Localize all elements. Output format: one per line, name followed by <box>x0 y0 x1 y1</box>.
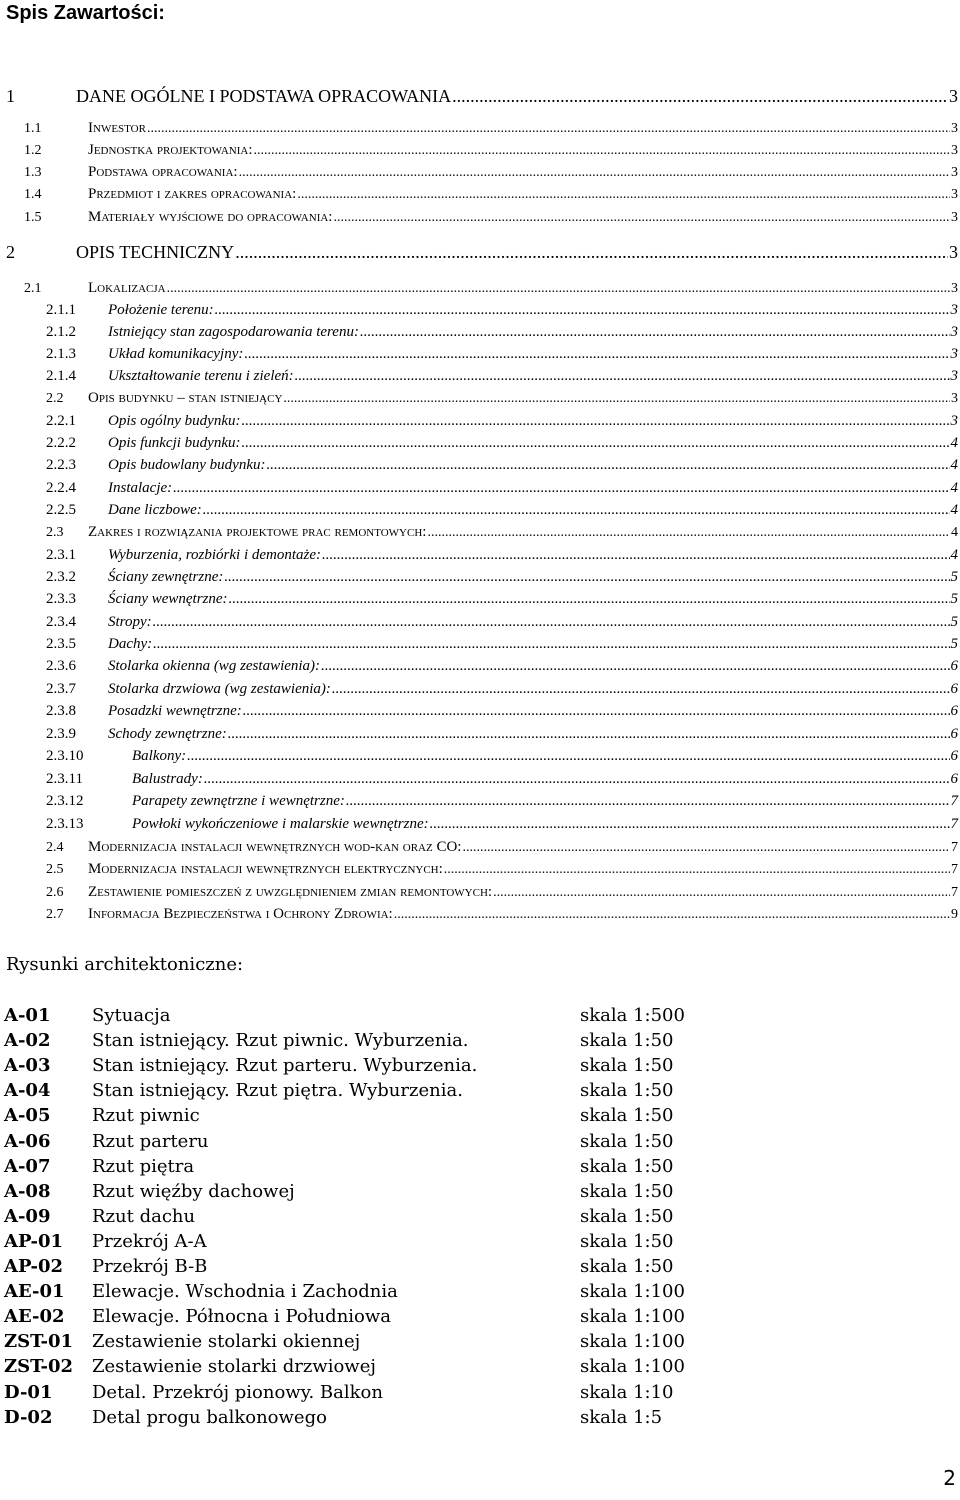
toc-entry-label: Zakres i rozwiązania projektowe prac remontowych: <box>88 524 427 540</box>
toc-entry-label: Powłoki wykończeniowe i malarskie wewnętrzne: <box>132 816 429 832</box>
toc-entry[interactable] <box>46 502 958 524</box>
toc-entry[interactable] <box>46 547 958 569</box>
drawing-row <box>4 1105 724 1130</box>
toc-leader-dots <box>430 816 950 833</box>
toc-entry-label: Ściany zewnętrzne: <box>108 569 224 585</box>
toc-entry-label: DANE OGÓLNE I PODSTAWA OPRACOWANIA <box>76 86 452 106</box>
toc-entry-label: Wyburzenia, rozbiórki i demontaże: <box>108 547 322 563</box>
toc-leader-dots <box>203 502 950 519</box>
toc-entry-page: 6 <box>950 703 958 719</box>
toc-entry[interactable] <box>46 368 958 390</box>
toc-entry-number: 2.2.4 <box>46 480 76 496</box>
drawing-description: Rzut piętra <box>92 1155 195 1177</box>
toc-entry-label: Układ komunikacyjny: <box>108 346 244 362</box>
toc-entry-number: 2.1.2 <box>46 324 76 340</box>
toc-entry[interactable] <box>46 524 958 546</box>
toc-leader-dots <box>321 658 949 675</box>
toc-entry-label: Lokalizacja <box>88 280 166 296</box>
toc-entry-number: 1.1 <box>24 121 42 136</box>
toc-entry-page: 6 <box>950 748 958 764</box>
toc-leader-dots <box>215 302 950 319</box>
toc-entry-page: 5 <box>950 591 958 607</box>
drawing-scale: skala 1:100 <box>580 1306 685 1328</box>
drawing-scale: skala 1:50 <box>580 1055 674 1077</box>
toc-entry-label: Balkony: <box>132 748 187 764</box>
toc-entry-label: Położenie terenu: <box>108 302 214 318</box>
toc-entry[interactable] <box>46 435 958 457</box>
toc-entry[interactable] <box>46 390 958 412</box>
drawing-row <box>4 1080 724 1105</box>
drawing-description: Elewacje. Wschodnia i Zachodnia <box>92 1281 398 1303</box>
toc-leader-dots <box>224 569 949 586</box>
toc-leader-dots <box>243 703 950 720</box>
drawing-code: AE-01 <box>4 1281 65 1303</box>
toc-entry-label: Dane liczbowe: <box>108 502 202 518</box>
toc-entry-number: 2.5 <box>46 862 64 877</box>
drawing-row <box>4 1306 724 1331</box>
toc-entry-page: 3 <box>951 165 958 180</box>
toc-leader-dots <box>228 726 950 743</box>
toc-leader-dots <box>493 885 950 901</box>
toc-entry-number: 1.2 <box>24 143 42 158</box>
toc-entry-number: 2.3.7 <box>46 681 76 697</box>
toc-entry[interactable] <box>46 816 958 838</box>
toc-entry-label: Ściany wewnętrzne: <box>108 591 228 607</box>
toc-entry-label: Opis ogólny budynku: <box>108 413 241 429</box>
toc-entry[interactable] <box>46 861 958 883</box>
drawings-heading: Rysunki architektoniczne: <box>6 954 244 975</box>
drawing-code: ZST-02 <box>4 1356 74 1378</box>
toc-entry[interactable] <box>24 164 958 186</box>
drawing-row <box>4 1030 724 1055</box>
drawing-scale: skala 1:50 <box>580 1230 674 1252</box>
toc-entry-number: 2.3.12 <box>46 793 84 809</box>
toc-entry-label: Przedmiot i zakres opracowania: <box>88 186 297 202</box>
drawing-code: D-01 <box>4 1381 53 1403</box>
drawing-code: AP-01 <box>4 1230 64 1252</box>
drawing-scale: skala 1:50 <box>580 1030 674 1052</box>
toc-entry[interactable] <box>46 658 958 680</box>
toc-entry-page: 4 <box>950 547 958 563</box>
toc-entry[interactable] <box>46 681 958 703</box>
drawing-scale: skala 1:100 <box>580 1281 685 1303</box>
toc-entry[interactable] <box>46 346 958 368</box>
drawing-code: A-01 <box>4 1005 51 1026</box>
toc-leader-dots <box>147 121 950 137</box>
toc-entry-number: 2 <box>6 242 15 262</box>
toc-entry[interactable] <box>46 839 958 861</box>
toc-entry-label: Opis budowlany budynku: <box>108 457 266 473</box>
toc-entry-page: 4 <box>950 435 958 451</box>
drawing-scale: skala 1:50 <box>580 1155 674 1177</box>
toc-entry-page: 3 <box>951 143 958 158</box>
toc-entry[interactable] <box>46 302 958 324</box>
toc-entry-page: 3 <box>951 210 958 225</box>
toc-entry-number: 2.4 <box>46 840 64 855</box>
toc-entry-page: 3 <box>950 324 958 340</box>
toc-entry-number: 2.2.5 <box>46 502 76 518</box>
drawing-description: Rzut parteru <box>92 1130 209 1152</box>
toc-leader-dots <box>266 457 949 474</box>
toc-entry-number: 2.1.4 <box>46 368 76 384</box>
toc-entry-page: 3 <box>950 346 958 362</box>
toc-entry-page: 3 <box>951 121 958 136</box>
toc-entry-page: 7 <box>950 816 958 832</box>
drawing-code: ZST-01 <box>4 1331 74 1353</box>
drawing-scale: skala 1:50 <box>580 1080 674 1102</box>
toc-entry-page: 4 <box>950 480 958 496</box>
toc-leader-dots <box>427 525 950 541</box>
toc-entry-label: Stolarka okienna (wg zestawienia): <box>108 658 321 674</box>
toc-entry-label: Schody zewnętrzne: <box>108 726 227 742</box>
toc-entry-number: 2.3.4 <box>46 614 76 630</box>
drawing-description: Rzut piwnic <box>92 1105 200 1127</box>
page-title: Spis Zawartości: <box>6 2 165 24</box>
toc-entry-page: 5 <box>950 636 958 652</box>
drawing-row <box>4 1281 724 1306</box>
drawing-code: A-04 <box>4 1080 51 1102</box>
toc-leader-dots <box>444 862 950 878</box>
drawing-code: AE-02 <box>4 1306 65 1328</box>
toc-entry[interactable] <box>46 324 958 346</box>
drawing-row <box>4 1156 724 1181</box>
toc-leader-dots <box>394 907 950 923</box>
toc-leader-dots <box>241 413 949 430</box>
toc-entry-label: Istniejący stan zagospodarowania terenu: <box>108 324 359 340</box>
toc-entry-number: 2.3.11 <box>46 771 83 787</box>
toc-entry-page: 4 <box>950 457 958 473</box>
toc-entry-number: 2.2.2 <box>46 435 76 451</box>
drawing-scale: skala 1:50 <box>580 1256 674 1277</box>
toc-entry-label: Materiały wyjściowe do opracowania: <box>88 209 333 225</box>
toc-entry-page: 6 <box>950 771 958 787</box>
drawing-code: A-03 <box>4 1055 51 1077</box>
toc-entry-page: 7 <box>950 793 958 809</box>
toc-leader-dots <box>241 435 949 452</box>
drawing-description: Detal progu balkonowego <box>92 1406 327 1428</box>
toc-entry-page: 3 <box>950 368 958 384</box>
toc-entry-page: 4 <box>951 525 958 540</box>
toc-entry[interactable] <box>46 457 958 479</box>
drawing-description: Rzut więźby dachowej <box>92 1180 295 1202</box>
toc-entry-number: 2.3.8 <box>46 703 76 719</box>
toc-entry-page: 3 <box>949 86 958 106</box>
toc-entry-number: 2.3.3 <box>46 591 76 607</box>
toc-entry[interactable] <box>46 726 958 748</box>
toc-leader-dots <box>295 368 950 385</box>
drawing-row <box>4 1055 724 1080</box>
toc-entry-page: 5 <box>950 614 958 630</box>
drawing-scale: skala 1:100 <box>580 1331 685 1353</box>
toc-leader-dots <box>297 187 950 203</box>
toc-entry-label: OPIS TECHNICZNY <box>76 242 235 262</box>
page-number: 2 <box>943 1466 956 1490</box>
toc-entry-page: 3 <box>950 302 958 318</box>
toc-entry[interactable] <box>6 86 958 108</box>
toc-entry-number: 2.3.9 <box>46 726 76 742</box>
toc-entry-label: Ukształtowanie terenu i zieleń: <box>108 368 294 384</box>
drawing-description: Stan istniejący. Rzut piętra. Wyburzenia. <box>92 1080 463 1102</box>
toc-entry[interactable] <box>24 280 958 302</box>
drawing-row <box>4 1331 724 1356</box>
toc-entry-page: 5 <box>950 569 958 585</box>
toc-entry-page: 7 <box>951 840 958 855</box>
toc-leader-dots <box>333 210 950 226</box>
toc-leader-dots <box>452 86 948 107</box>
toc-leader-dots <box>153 614 950 631</box>
drawing-row <box>4 1231 724 1256</box>
drawing-code: D-02 <box>4 1406 53 1428</box>
toc-entry-label: Opis funkcji budynku: <box>108 435 241 451</box>
toc-leader-dots <box>244 346 949 363</box>
toc-entry-number: 2.1.1 <box>46 302 76 318</box>
toc-entry-number: 2.3.2 <box>46 569 76 585</box>
drawing-code: A-06 <box>4 1130 51 1152</box>
toc-leader-dots <box>187 748 949 765</box>
toc-entry[interactable] <box>24 120 958 142</box>
drawing-row <box>4 1256 724 1281</box>
toc-entry[interactable] <box>24 142 958 164</box>
toc-entry-number: 2.3.10 <box>46 748 84 764</box>
toc-entry-label: Instalacje: <box>108 480 173 496</box>
toc-leader-dots <box>229 591 950 608</box>
toc-entry-page: 3 <box>951 281 958 296</box>
toc-entry-number: 2.3.13 <box>46 816 84 832</box>
toc-entry[interactable] <box>46 614 958 636</box>
toc-entry[interactable] <box>46 636 958 658</box>
drawing-description: Stan istniejący. Rzut parteru. Wyburzenia. <box>92 1055 478 1077</box>
toc-entry-page: 7 <box>951 862 958 877</box>
toc-entry-number: 2.1 <box>24 281 42 296</box>
toc-entry-number: 1.5 <box>24 210 42 225</box>
drawing-code: A-02 <box>4 1030 51 1052</box>
drawing-scale: skala 1:50 <box>580 1180 674 1202</box>
toc-leader-dots <box>204 771 950 788</box>
drawing-code: A-09 <box>4 1205 51 1227</box>
toc-entry-page: 3 <box>951 187 958 202</box>
drawing-code: AP-02 <box>4 1256 64 1277</box>
drawing-description: Zestawienie stolarki okiennej <box>92 1331 361 1353</box>
drawing-description: Przekrój A-A <box>92 1230 207 1252</box>
toc-leader-dots <box>173 480 949 497</box>
toc-leader-dots <box>283 391 950 407</box>
toc-entry-number: 2.3.1 <box>46 547 76 563</box>
drawing-description: Przekrój B-B <box>92 1256 208 1277</box>
drawing-scale: skala 1:50 <box>580 1105 674 1127</box>
toc-entry[interactable] <box>46 413 958 435</box>
toc-entry-label: Balustrady: <box>132 771 203 787</box>
toc-entry[interactable] <box>46 480 958 502</box>
toc-entry[interactable] <box>46 748 958 770</box>
drawing-description: Rzut dachu <box>92 1205 196 1227</box>
toc-entry-number: 2.3.6 <box>46 658 76 674</box>
drawing-row <box>4 1005 724 1030</box>
toc-entry-number: 1 <box>6 86 15 106</box>
toc-entry-number: 1.4 <box>24 187 42 202</box>
toc-entry[interactable] <box>46 771 958 793</box>
drawing-row <box>4 1131 724 1156</box>
toc-entry[interactable] <box>46 884 958 906</box>
toc-entry[interactable] <box>46 569 958 591</box>
toc-entry-number: 1.3 <box>24 165 42 180</box>
drawing-code: A-07 <box>4 1155 51 1177</box>
toc-entry-page: 6 <box>950 681 958 697</box>
toc-entry-label: Stolarka drzwiowa (wg zestawienia): <box>108 681 331 697</box>
toc-entry-label: Modernizacja instalacji wewnętrznych elektrycznych: <box>88 861 443 877</box>
toc-entry-label: Opis budynku – stan istniejący <box>88 390 283 406</box>
toc-leader-dots <box>254 143 951 159</box>
toc-entry-page: 3 <box>951 391 958 406</box>
toc-entry-label: Zestawienie pomieszczeń z uwzględnieniem zmian remontowych: <box>88 884 493 900</box>
toc-entry[interactable] <box>46 703 958 725</box>
drawing-description: Sytuacja <box>92 1005 171 1026</box>
toc-entry-page: 7 <box>951 885 958 900</box>
toc-entry[interactable] <box>24 209 958 231</box>
drawing-code: A-05 <box>4 1105 51 1127</box>
toc-entry[interactable] <box>46 906 958 928</box>
toc-entry-label: Stropy: <box>108 614 152 630</box>
toc-entry-number: 2.2.1 <box>46 413 76 429</box>
toc-entry-number: 2.2.3 <box>46 457 76 473</box>
toc-entry-number: 2.7 <box>46 907 64 922</box>
toc-entry[interactable] <box>6 242 958 264</box>
toc-leader-dots <box>462 840 950 856</box>
toc-entry-number: 2.1.3 <box>46 346 76 362</box>
toc-entry[interactable] <box>24 186 958 208</box>
toc-leader-dots <box>332 681 950 698</box>
toc-entry-page: 9 <box>951 907 958 922</box>
toc-entry-label: Parapety zewnętrzne i wewnętrzne: <box>132 793 345 809</box>
toc-entry-page: 3 <box>950 413 958 429</box>
toc-entry[interactable] <box>46 591 958 613</box>
toc-leader-dots <box>235 242 948 263</box>
drawing-scale: skala 1:100 <box>580 1356 685 1378</box>
toc-entry-label: Informacja Bezpieczeństwa i Ochrony Zdrowia: <box>88 906 393 922</box>
toc-leader-dots <box>322 547 949 564</box>
toc-leader-dots <box>346 793 950 810</box>
drawing-description: Detal. Przekrój pionowy. Balkon <box>92 1381 383 1403</box>
toc-entry[interactable] <box>46 793 958 815</box>
drawing-description: Stan istniejący. Rzut piwnic. Wyburzenia. <box>92 1030 469 1052</box>
toc-leader-dots <box>167 281 950 297</box>
drawing-row <box>4 1181 724 1206</box>
toc-entry-label: Dachy: <box>108 636 153 652</box>
toc-entry-page: 6 <box>950 726 958 742</box>
toc-leader-dots <box>239 165 950 181</box>
toc-entry-page: 6 <box>950 658 958 674</box>
drawing-row <box>4 1407 724 1432</box>
toc-entry-label: Modernizacja instalacji wewnętrznych wod-kan oraz CO: <box>88 839 462 855</box>
drawing-scale: skala 1:500 <box>580 1005 685 1026</box>
toc-entry-page: 3 <box>949 242 958 262</box>
toc-entry-label: Jednostka projektowania: <box>88 142 253 158</box>
toc-entry-page: 4 <box>950 502 958 518</box>
drawing-row <box>4 1356 724 1381</box>
drawing-description: Elewacje. Północna i Południowa <box>92 1306 392 1328</box>
toc-entry-number: 2.3 <box>46 525 64 540</box>
toc-entry-number: 2.6 <box>46 885 64 900</box>
drawing-scale: skala 1:10 <box>580 1381 674 1403</box>
toc-entry-label: Posadzki wewnętrzne: <box>108 703 242 719</box>
drawing-scale: skala 1:5 <box>580 1406 663 1428</box>
drawing-scale: skala 1:50 <box>580 1205 674 1227</box>
toc-entry-number: 2.2 <box>46 391 64 406</box>
drawing-code: A-08 <box>4 1180 51 1202</box>
drawing-row <box>4 1206 724 1231</box>
drawing-row <box>4 1382 724 1407</box>
drawing-scale: skala 1:50 <box>580 1130 674 1152</box>
toc-entry-number: 2.3.5 <box>46 636 76 652</box>
drawing-description: Zestawienie stolarki drzwiowej <box>92 1356 376 1378</box>
toc-entry-label: Podstawa opracowania: <box>88 164 238 180</box>
toc-leader-dots <box>153 636 949 653</box>
toc-entry-label: Inwestor <box>88 120 146 136</box>
toc-leader-dots <box>360 324 950 341</box>
